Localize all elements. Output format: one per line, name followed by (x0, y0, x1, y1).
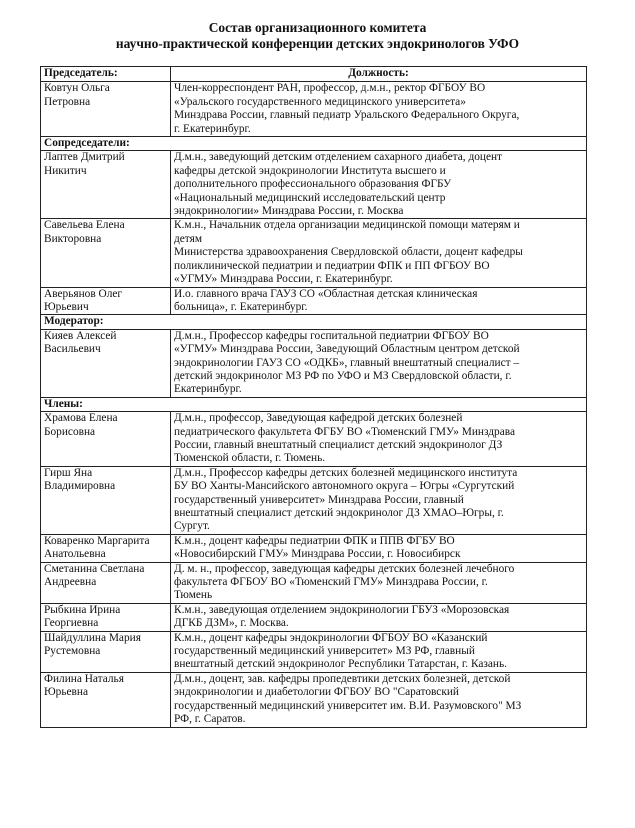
title-line-2: научно-практической конференции детских эндокринологов УФО (115, 36, 520, 51)
member-name (41, 287, 171, 315)
member-position-line: «Уральского государственного медицинского университета» (174, 95, 466, 108)
member-position-line: «УГМУ» Минздрава России, Заведующий Областным центром детской (174, 343, 520, 356)
member-name-line: Васильевич (44, 343, 101, 356)
member-position-line: К.м.н., заведующая отделением эндокринологии ГБУЗ «Морозовская (174, 603, 510, 616)
member-name-line: Филина Наталья (44, 672, 124, 685)
member-name-line: Рустемовна (44, 645, 101, 658)
member-position-line: Д.м.н., доцент, зав. кафедры пропедевтики детских болезней, детской (174, 672, 511, 685)
section-label: Модератор: (41, 315, 587, 329)
title-line-1: Состав организационного комитета (208, 20, 427, 35)
document-title (0, 20, 635, 52)
member-position-line: И.о. главного врача ГАУЗ СО «Областная детская клиническая (174, 287, 478, 300)
member-position (171, 672, 587, 727)
member-position-line: Д.м.н., Профессор кафедры госпитальной педиатрии ФГБОУ ВО (174, 329, 489, 342)
member-name (41, 219, 171, 287)
member-position-line: детям (174, 232, 203, 245)
section-row (41, 315, 587, 329)
committee-table-body (41, 67, 587, 728)
member-position-line: кафедры детской эндокринологии Института высшего и (174, 164, 446, 177)
member-position-line: государственный медицинский университет им. В.И. Разумовского" МЗ (174, 699, 522, 712)
member-position-line: К.м.н., Начальник отдела организации медицинской помощи матерям и (174, 219, 520, 232)
member-name-line: Гирш Яна (44, 466, 93, 479)
member-position-line: внештатный специалист детский эндокринолог ДЗ ХМАО–Югры, г. (174, 507, 504, 519)
member-position-line: дополнительного профессионального образования ФГБУ (174, 178, 452, 191)
member-position (171, 562, 587, 603)
member-position-line: ДГКБ ДЗМ», г. Москва. (174, 617, 289, 630)
member-name-line: Юрьевич (44, 300, 89, 313)
member-position-line: «УГМУ» Минздрава России, г. Екатеринбург. (174, 273, 393, 286)
member-name-line: Владимировна (44, 480, 116, 493)
section-row (41, 137, 587, 151)
member-position (171, 82, 587, 137)
member-position (171, 219, 587, 287)
member-name-line: Савельева Елена (44, 219, 125, 232)
section-row (41, 397, 587, 411)
member-position-line: «Новосибирский ГМУ» Минздрава России, г. Новосибирск (174, 548, 461, 561)
member-position-line: Министерства здравоохранения Свердловской области, доцент кафедры (174, 246, 523, 259)
committee-table (40, 66, 587, 728)
member-position (171, 412, 587, 467)
member-name-line: Андреевна (44, 576, 97, 589)
table-row (41, 329, 587, 397)
member-name-line: Никитич (44, 164, 87, 177)
member-position-line: Екатеринбург. (174, 383, 242, 396)
member-name-line: Юрьевна (44, 686, 89, 699)
member-position (171, 466, 587, 534)
member-position-line: Д. м. н., профессор, заведующая кафедры детских болезней лечебного (174, 562, 515, 575)
member-position-line: поликлинической педиатрии и педиатрии ФПК и ПП ФГБОУ ВО (174, 259, 490, 272)
member-position-line: «Национальный медицинский исследовательский центр (174, 191, 446, 204)
member-name-line: Сметанина Светлана (44, 562, 145, 575)
member-position-line: г. Екатеринбург. (174, 122, 251, 135)
member-position-line: России, главный внештатный специалист детский эндокринолог ДЗ (174, 438, 503, 451)
member-name (41, 466, 171, 534)
header-chair: Председатель: (41, 67, 171, 82)
member-name-line: Храмова Елена (44, 412, 118, 425)
table-row (41, 412, 587, 467)
member-name (41, 631, 171, 672)
member-name (41, 329, 171, 397)
member-position (171, 534, 587, 562)
member-name (41, 151, 171, 219)
member-position-line: эндокринологии ГАУЗ СО «ОДКБ», главный внештатный специалист – (174, 356, 520, 369)
member-position-line: Д.м.н., Профессор кафедры детских болезней медицинского института (174, 466, 518, 479)
member-position-line: факультета ФГБОУ ВО «Тюменский ГМУ» Минздрава России, г. (174, 576, 488, 589)
table-row (41, 534, 587, 562)
table-header-row (41, 67, 587, 82)
member-position-line: педиатрического факультета ФГБУ ВО «Тюменский ГМУ» Минздрава (174, 425, 515, 438)
section-label: Сопредседатели: (41, 137, 587, 151)
member-position (171, 603, 587, 631)
member-name-line: Петровна (44, 95, 91, 108)
member-position (171, 287, 587, 315)
table-row (41, 603, 587, 631)
member-position-line: БУ ВО Ханты-Мансийского автономного округа – Югры «Сургутский (174, 480, 515, 493)
member-name-line: Аверьянов Олег (44, 287, 123, 300)
member-name (41, 534, 171, 562)
member-name (41, 82, 171, 137)
member-position-line: больница», г. Екатеринбург. (174, 300, 308, 313)
member-name-line: Кияев Алексей (44, 329, 117, 342)
member-name-line: Рыбкина Ирина (44, 603, 121, 616)
table-row (41, 672, 587, 727)
member-name (41, 412, 171, 467)
table-row (41, 631, 587, 672)
member-position-line: Тюменской области, г. Тюмень. (174, 452, 326, 465)
member-name-line: Шайдуллина Мария (44, 631, 141, 644)
member-position-line: внештатный детский эндокринолог Республики Татарстан, г. Казань. (174, 658, 507, 671)
member-position-line: Д.м.н., профессор, Заведующая кафедрой детских болезней (174, 412, 463, 425)
member-name-line: Ковтун Ольга (44, 82, 110, 95)
member-position (171, 151, 587, 219)
member-position-line: РФ, г. Саратов. (174, 713, 246, 726)
member-name-line: Коваренко Маргарита (44, 534, 150, 547)
table-row (41, 466, 587, 534)
member-position-line: эндокринологии» Минздрава России, г. Москва (174, 205, 404, 218)
table-row (41, 219, 587, 287)
member-name-line: Георгиевна (44, 617, 99, 630)
table-row (41, 562, 587, 603)
member-position-line: К.м.н., доцент кафедры эндокринологии ФГБОУ ВО «Казанский (174, 631, 488, 644)
table-row (41, 151, 587, 219)
member-position-line: Минздрава России, главный педиатр Уральского Федерального Округа, (174, 109, 520, 122)
member-position (171, 329, 587, 397)
table-row (41, 82, 587, 137)
member-name (41, 603, 171, 631)
member-position-line: Д.м.н., заведующий детским отделением сахарного диабета, доцент (174, 151, 503, 164)
member-position-line: К.м.н., доцент кафедры педиатрии ФПК и ППВ ФГБУ ВО (174, 534, 455, 547)
member-name-line: Викторовна (44, 232, 102, 245)
member-name-line: Борисовна (44, 425, 96, 438)
header-position: Должность: (171, 67, 587, 82)
member-position (171, 631, 587, 672)
member-name (41, 672, 171, 727)
member-name-line: Лаптев Дмитрий (44, 151, 125, 164)
member-position-line: Сургут. (174, 520, 210, 533)
member-position-line: эндокринологии и диабетологии ФГБОУ ВО "Саратовский (174, 686, 459, 699)
member-position-line: детский эндокринолог МЗ РФ по УФО и МЗ Свердловской области, г. (174, 369, 512, 382)
member-position-line: Член-корреспондент РАН, профессор, д.м.н., ректор ФГБОУ ВО (174, 82, 486, 95)
section-label: Члены: (41, 397, 587, 411)
member-position-line: государственный университет» Минздрава России, главный (174, 493, 464, 506)
member-name-line: Анатольевна (44, 548, 106, 561)
member-name (41, 562, 171, 603)
table-row (41, 287, 587, 315)
member-position-line: Тюмень (174, 589, 213, 602)
member-position-line: государственный медицинский университет» МЗ РФ, главный (174, 645, 475, 658)
